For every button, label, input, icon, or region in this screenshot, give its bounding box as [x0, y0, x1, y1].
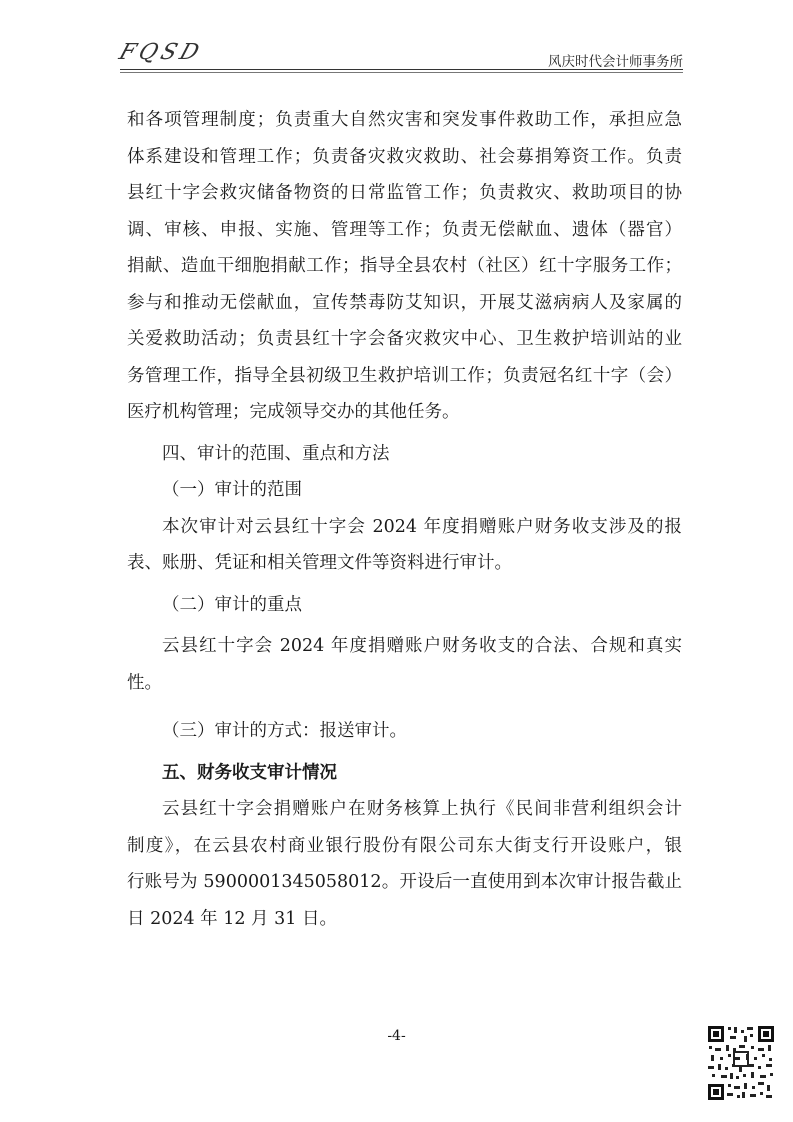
header-rule: [120, 69, 683, 70]
subheading-scope: （一）审计的范围: [162, 480, 302, 500]
header-rule-thin: [120, 72, 683, 73]
text-line: 务管理工作，指导全县初级卫生救护培训工作；负责冠名红十字（会）: [127, 365, 682, 386]
page-number: -4-: [387, 1028, 406, 1044]
section-heading-4: 四、审计的范围、重点和方法: [162, 443, 390, 464]
paragraph-account: [127, 791, 682, 937]
text-line: 体系建设和管理工作；负责备灾救灾救助、社会募捐筹资工作。负责: [127, 146, 682, 167]
subheading-focus: （二）审计的重点: [162, 594, 302, 615]
firm-logo: FQSD: [115, 40, 207, 65]
text-line: 本次审计对云县红十字会 2024 年度捐赠账户财务收支涉及的报: [162, 516, 682, 537]
text-line: 日 2024 年 12 月 31 日。: [127, 908, 337, 929]
subheading-method: （三）审计的方式：报送审计。: [162, 721, 407, 741]
text-line: 捐献、造血干细胞捐献工作；指导全县农村（社区）红十字服务工作；: [127, 256, 682, 276]
text-line: 和各项管理制度；负责重大自然灾害和突发事件救助工作，承担应急: [127, 110, 682, 130]
text-line: 调、审核、申报、实施、管理等工作；负责无偿献血、遗体（器官）: [127, 219, 682, 240]
text-line: 参与和推动无偿献血，宣传禁毒防艾知识，开展艾滋病病人及家属的: [127, 292, 682, 313]
text-line: 医疗机构管理；完成领导交办的其他任务。: [127, 402, 460, 422]
text-line: 云县红十字会捐赠账户在财务核算上执行《民间非营利组织会计: [162, 799, 682, 819]
paragraph-focus: [127, 628, 682, 701]
text-line: 行账号为 5900001345058012。开设后一直使用到本次审计报告截止: [127, 872, 682, 892]
page-header: [115, 40, 683, 70]
text-line: 县红十字会救灾储备物资的日常监管工作；负责救灾、救助项目的协: [127, 183, 682, 203]
text-line: 表、账册、凭证和相关管理文件等资料进行审计。: [127, 553, 512, 573]
text-line: 制度》，在云县农村商业银行股份有限公司东大街支行开设账户，银: [127, 835, 682, 856]
qr-code-icon: [706, 1024, 776, 1102]
section-heading-5: 五、财务收支审计情况: [162, 762, 337, 783]
text-line: 云县红十字会 2024 年度捐赠账户财务收支的合法、合规和真实: [162, 636, 682, 656]
firm-name: 风庆时代会计师事务所: [548, 54, 683, 70]
document-body: [127, 102, 682, 937]
text-line: 关爱救助活动；负责县红十字会备灾救灾中心、卫生救护培训站的业: [127, 329, 682, 349]
paragraph-responsibilities: [127, 102, 682, 431]
paragraph-scope: [127, 509, 682, 582]
text-line: 性。: [127, 672, 162, 693]
